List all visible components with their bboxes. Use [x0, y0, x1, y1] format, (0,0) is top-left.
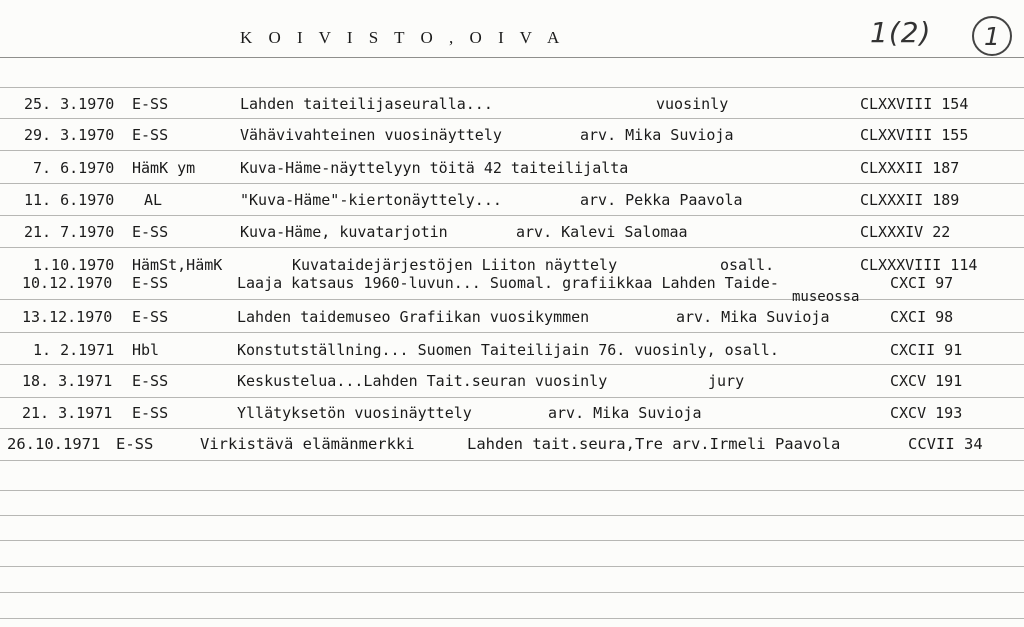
entry-note: vuosinly [656, 95, 729, 113]
entry-reference: CCVII 34 [908, 435, 983, 453]
entry-date: 10.12.1970 [22, 274, 113, 292]
list-item [0, 158, 1024, 186]
entry-title: Lahden taidemuseo Grafiikan vuosikymmen [237, 308, 590, 326]
entry-date: 18. 3.1971 [22, 372, 113, 390]
entry-title: Virkistävä elämänmerkki [200, 435, 415, 453]
entry-title: Kuvataidejärjestöjen Liiton näyttely [292, 256, 618, 274]
entry-reference: CXCI 98 [890, 308, 954, 326]
entry-title: Keskustelua...Lahden Tait.seuran vuosinly [237, 372, 608, 390]
entry-publication: AL [144, 191, 163, 209]
ruled-line [0, 515, 1024, 516]
entry-reference: CXCV 191 [890, 372, 963, 390]
entry-note: jury [708, 372, 745, 390]
entry-title: Lahden taiteilijaseuralla... [240, 95, 493, 113]
ruled-line [0, 592, 1024, 593]
entry-title: Kuva-Häme-näyttelyyn töitä 42 taiteilijalta [240, 159, 629, 177]
entry-reference: CLXXXII 189 [860, 191, 960, 209]
list-item [0, 222, 1024, 250]
list-item [0, 94, 1024, 122]
page-circle-mark: 1 [972, 16, 1012, 56]
entry-reference: CLXXXIV 22 [860, 223, 951, 241]
entry-publication: E-SS [132, 95, 169, 113]
entry-date: 21. 7.1970 [24, 223, 115, 241]
list-item [0, 434, 1024, 462]
entry-title: Laaja katsaus 1960-luvun... Suomal. grafiikkaa Lahden Taide- [237, 274, 779, 292]
list-item [0, 371, 1024, 399]
entry-publication: E-SS [132, 404, 169, 422]
entry-date: 11. 6.1970 [24, 191, 115, 209]
entry-date: 7. 6.1970 [33, 159, 115, 177]
entry-publication: HämSt,HämK [132, 256, 223, 274]
entry-note: Lahden tait.seura,Tre arv.Irmeli Paavola [467, 435, 841, 453]
entry-date: 21. 3.1971 [22, 404, 113, 422]
ruled-line [0, 490, 1024, 491]
entry-date: 29. 3.1970 [24, 126, 115, 144]
entry-publication: E-SS [132, 274, 169, 292]
entry-reference: CLXXXII 187 [860, 159, 960, 177]
entry-date: 1. 2.1971 [33, 341, 115, 359]
entry-publication: Hbl [132, 341, 160, 359]
entry-reference: CLXXXVIII 114 [860, 256, 978, 274]
entry-date: 26.10.1971 [7, 435, 101, 453]
entry-note: arv. Kalevi Salomaa [516, 223, 688, 241]
ruled-line [0, 566, 1024, 567]
list-item [0, 340, 1024, 368]
entry-publication: E-SS [132, 126, 169, 144]
entry-publication: E-SS [116, 435, 154, 453]
entry-title: Kuva-Häme, kuvatarjotin [240, 223, 448, 241]
header-rule [0, 57, 1024, 58]
entry-title: Konstutställning... Suomen Taiteilijain 76. vuosinly, osall. [237, 341, 779, 359]
entry-reference: CXCV 193 [890, 404, 963, 422]
entry-reference: CLXXVIII 154 [860, 95, 969, 113]
entry-date: 13.12.1970 [22, 308, 113, 326]
list-item [0, 190, 1024, 218]
entry-note: osall. [720, 256, 775, 274]
entry-note: arv. Mika Suvioja [580, 126, 734, 144]
entry-date: 25. 3.1970 [24, 95, 115, 113]
card-header-name: K O I V I S T O , O I V A [240, 28, 566, 47]
entry-publication: E-SS [132, 372, 169, 390]
list-item [0, 403, 1024, 431]
entry-publication: E-SS [132, 223, 169, 241]
list-item [0, 307, 1024, 335]
page-number-handwritten: 1(2) [870, 16, 932, 49]
entry-publication: HämK ym [132, 159, 196, 177]
entry-title: "Kuva-Häme"-kiertonäyttely... [240, 191, 502, 209]
entry-note: arv. Mika Suvioja [676, 308, 830, 326]
entry-reference: CXCII 91 [890, 341, 963, 359]
ruled-line [0, 87, 1024, 88]
entry-reference: CXCI 97 [890, 274, 954, 292]
entry-note: arv. Mika Suvioja [548, 404, 702, 422]
entry-title: Yllätyksetön vuosinäyttely [237, 404, 472, 422]
entry-publication: E-SS [132, 308, 169, 326]
entry-reference: CLXXVIII 155 [860, 126, 969, 144]
ruled-line [0, 540, 1024, 541]
list-item [0, 273, 1024, 301]
entry-note: arv. Pekka Paavola [580, 191, 743, 209]
ruled-line [0, 618, 1024, 619]
entry-date: 1.10.1970 [33, 256, 115, 274]
entry-title-continuation: museossa [792, 289, 860, 305]
entry-title: Vähävivahteinen vuosinäyttely [240, 126, 502, 144]
list-item [0, 125, 1024, 153]
